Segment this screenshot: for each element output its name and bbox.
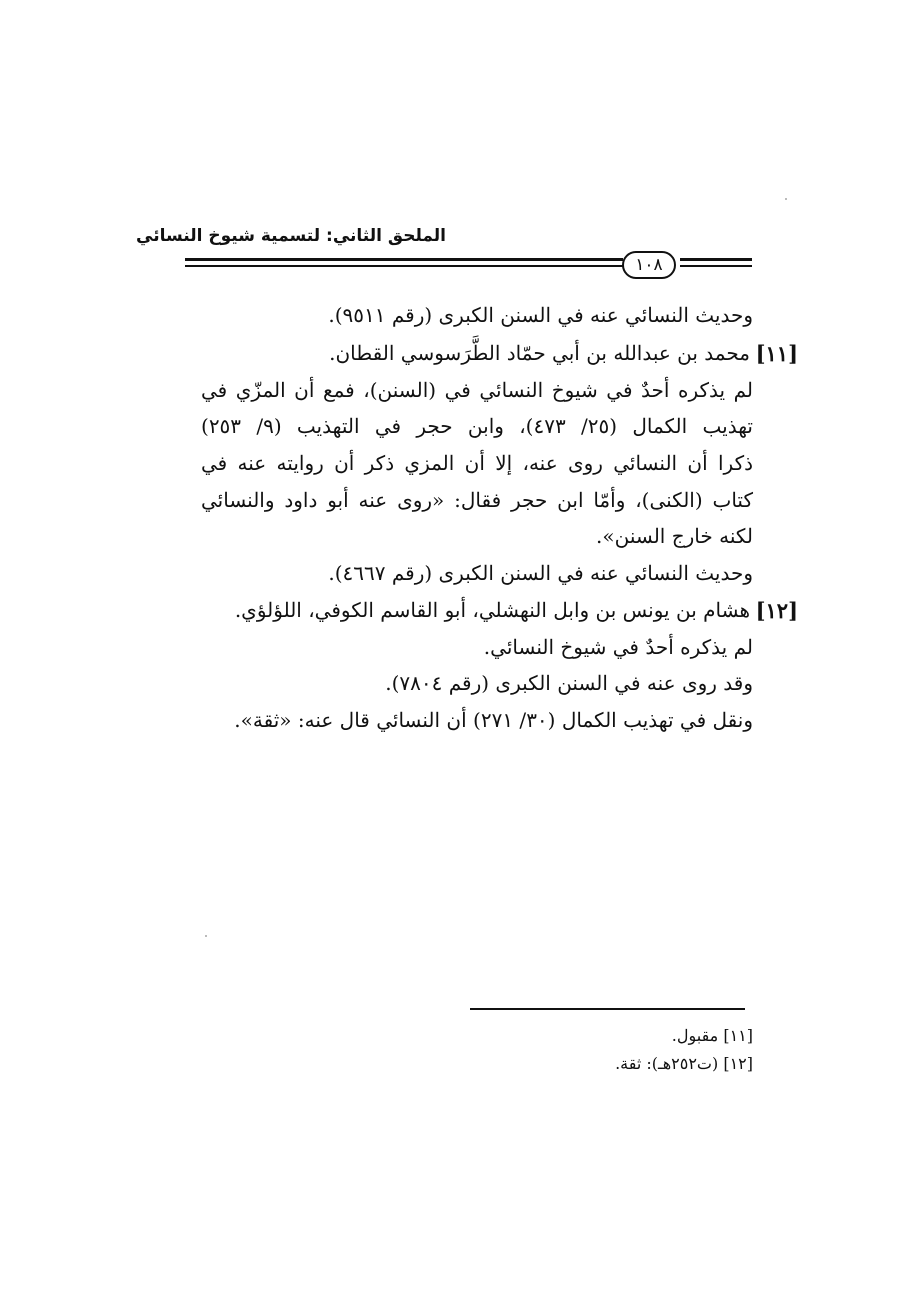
entry-11-line-5: لكنه خارج السنن». (596, 524, 753, 548)
header-rule-left (185, 258, 623, 266)
footnotes (615, 1022, 753, 1078)
scan-speck (785, 198, 787, 200)
entry-11-line-1: لم يذكره أحدٌ في شيوخ النسائي في (السنن)، فمع أن المزّي في (201, 378, 753, 402)
entry-11-line-4: كتاب (الكنى)، وأمّا ابن حجر فقال: «روى عنه أبو داود والنسائي (201, 488, 753, 512)
header-rule-right (680, 258, 752, 266)
header-rule-right-thin (680, 266, 752, 267)
page-number: ١٠٨ (622, 251, 676, 279)
footnote-separator (470, 1008, 745, 1010)
scan-speck (205, 935, 207, 937)
entry-12-line-2: وقد روى عنه في السنن الكبرى (رقم ٧٨٠٤). (385, 671, 753, 695)
entry-11-name: محمد بن عبدالله بن أبي حمّاد الطَّرَسوسي القطان. (329, 341, 750, 365)
intro-line: وحديث النسائي عنه في السنن الكبرى (رقم ٩٥١١). (328, 303, 753, 327)
entry-12-line-1: لم يذكره أحدٌ في شيوخ النسائي. (483, 635, 753, 659)
entry-11-line-3: ذكرا أن النسائي روى عنه، إلا أن المزي ذكر أن روايته عنه في (201, 451, 753, 475)
footnote-11: [١١] مقبول. (671, 1026, 753, 1045)
header-rule-left-thin (185, 266, 623, 267)
entry-12-name: هشام بن يونس بن وابل النهشلي، أبو القاسم الكوفي، اللؤلؤي. (234, 598, 750, 622)
entry-12-line-3: ونقل في تهذيب الكمال (٣٠/ ٢٧١) أن النسائي قال عنه: «ثقة». (234, 708, 753, 732)
entry-number-12: [١٢] (755, 598, 798, 623)
entry-11-line-6: وحديث النسائي عنه في السنن الكبرى (رقم ٤٦٦٧). (328, 561, 753, 585)
entry-number-11: [١١] (755, 341, 798, 366)
footnote-12: [١٢] (ت٢٥٢هـ): ثقة. (615, 1054, 753, 1073)
running-header-title: الملحق الثاني: لتسمية شيوخ النسائي (136, 226, 446, 246)
entry-11-line-2: تهذيب الكمال (٢٥/ ٤٧٣)، وابن حجر في التهذيب (٩/ ٢٥٣) (201, 414, 753, 438)
